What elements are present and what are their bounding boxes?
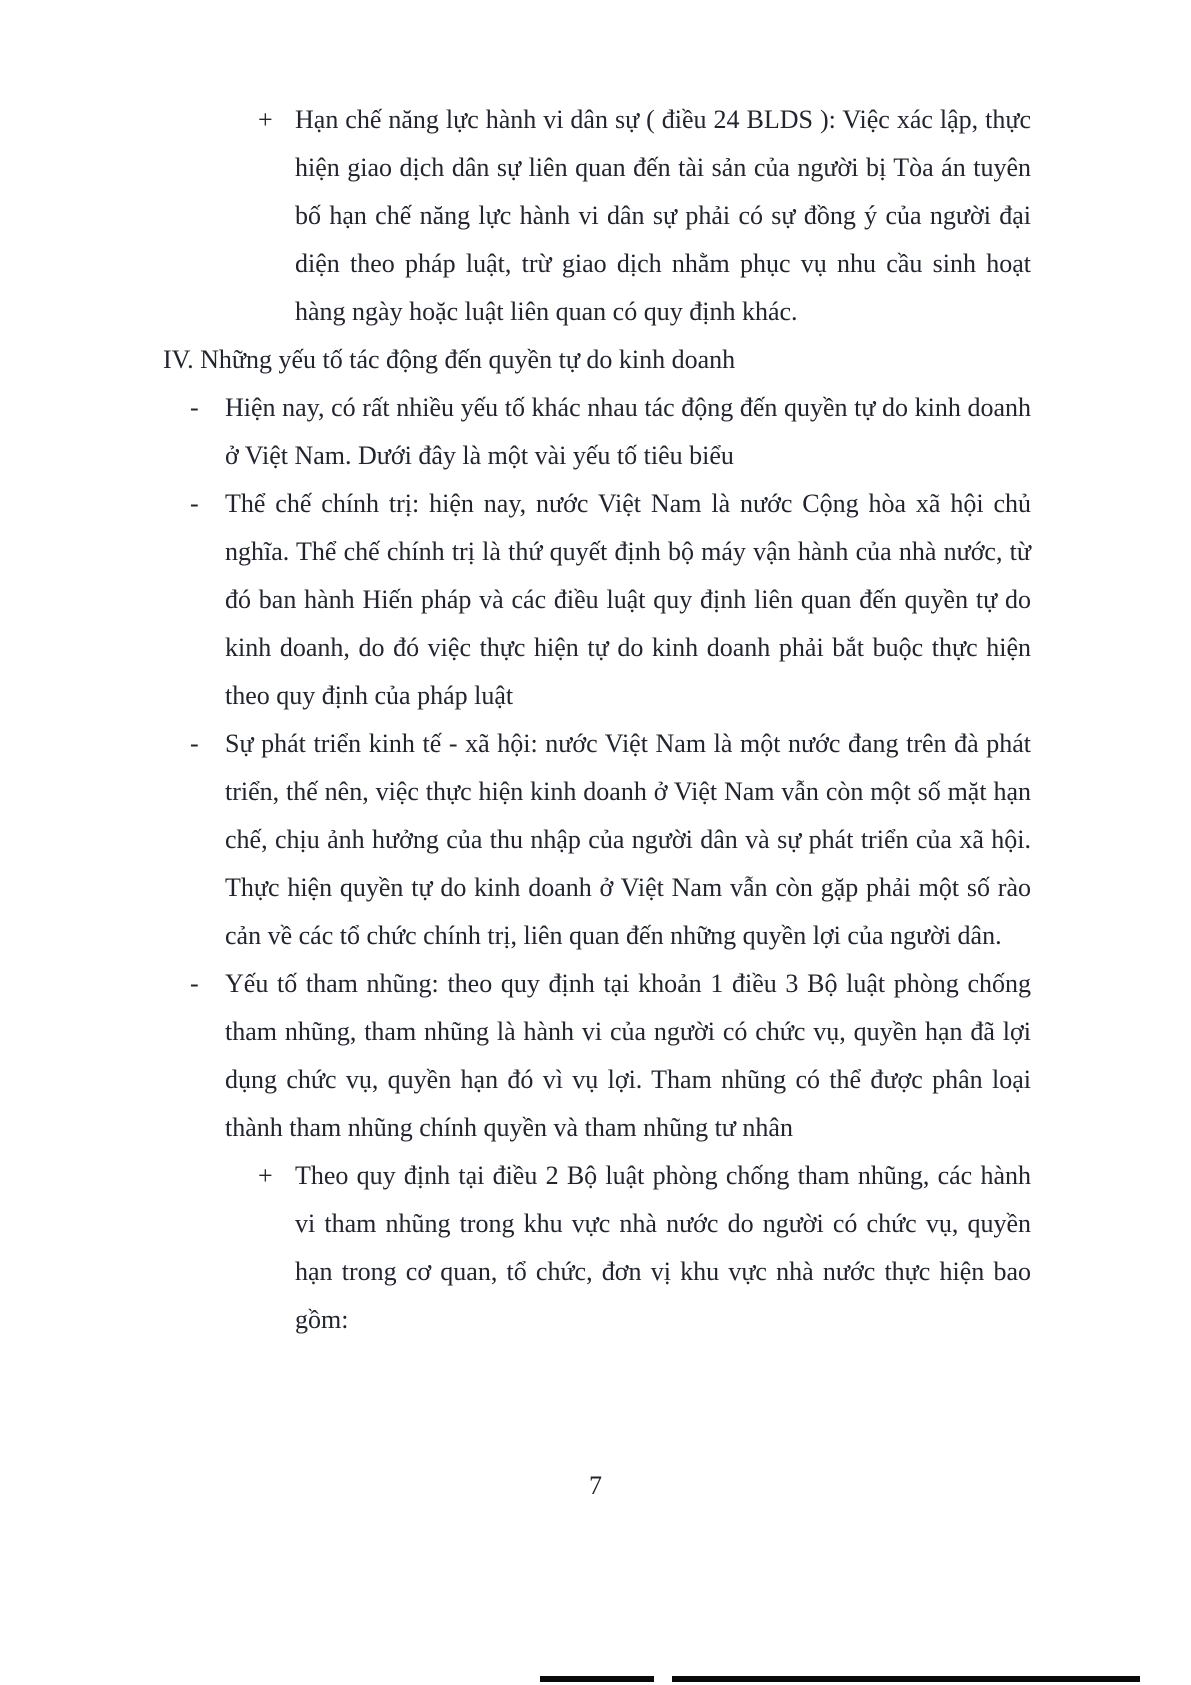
dash-marker: - — [190, 969, 199, 998]
scan-artifact-line — [540, 1676, 1140, 1682]
section-heading-text: IV. Những yếu tố tác động đến quyền tự do kinh doanh — [163, 345, 736, 374]
dash-bullet-item — [163, 720, 1031, 960]
page-content — [163, 96, 1031, 1344]
paragraph-text: Theo quy định tại điều 2 Bộ luật phòng chống tham nhũng, các hành vi tham nhũng trong khu vực nhà nước do người có chức vụ, quyền hạn trong cơ quan, tổ chức, đơn vị khu vực nhà nước thực hiện bao gồm: — [295, 1161, 1031, 1334]
dash-bullet-item — [163, 480, 1031, 720]
paragraph-text: Sự phát triển kinh tế - xã hội: nước Việt Nam là một nước đang trên đà phát triển, thế nên, việc thực hiện kinh doanh ở Việt Nam vẫn còn một số mặt hạn chế, chịu ảnh hưởng của thu nhập của người dân và sự phát triển của xã hội. Thực hiện quyền tự do kinh doanh ở Việt Nam vẫn còn gặp phải một số rào cản về các tổ chức chính trị, liên quan đến những quyền lợi của người dân. — [225, 729, 1031, 950]
dash-marker: - — [190, 489, 199, 518]
paragraph-text: Hạn chế năng lực hành vi dân sự ( điều 24 BLDS ): Việc xác lập, thực hiện giao dịch dân sự liên quan đến tài sản của người bị Tòa án tuyên bố hạn chế năng lực hành vi dân sự phải có sự đồng ý của người đại diện theo pháp luật, trừ giao dịch nhằm phục vụ nhu cầu sinh hoạt hàng ngày hoặc luật liên quan có quy định khác. — [295, 105, 1031, 326]
paragraph-text: Hiện nay, có rất nhiều yếu tố khác nhau tác động đến quyền tự do kinh doanh ở Việt Nam. Dưới đây là một vài yếu tố tiêu biểu — [225, 393, 1031, 470]
dash-marker: - — [190, 729, 199, 758]
dash-bullet-item — [163, 384, 1031, 480]
plus-marker: + — [258, 1161, 273, 1190]
dash-marker: - — [190, 393, 199, 422]
paragraph-text: Yếu tố tham nhũng: theo quy định tại khoản 1 điều 3 Bộ luật phòng chống tham nhũng, tham nhũng là hành vi của người có chức vụ, quyền hạn đã lợi dụng chức vụ, quyền hạn đó vì vụ lợi. Tham nhũng có thể được phân loại thành tham nhũng chính quyền và tham nhũng tư nhân — [225, 969, 1031, 1142]
plus-marker: + — [258, 105, 273, 134]
section-heading — [163, 336, 1031, 384]
plus-bullet-item — [163, 1152, 1031, 1344]
page-number: 7 — [589, 1471, 602, 1500]
paragraph-text: Thể chế chính trị: hiện nay, nước Việt Nam là nước Cộng hòa xã hội chủ nghĩa. Thể chế chính trị là thứ quyết định bộ máy vận hành của nhà nước, từ đó ban hành Hiến pháp và các điều luật quy định liên quan đến quyền tự do kinh doanh, do đó việc thực hiện tự do kinh doanh phải bắt buộc thực hiện theo quy định của pháp luật — [225, 489, 1031, 710]
plus-bullet-item — [163, 96, 1031, 336]
dash-bullet-item — [163, 960, 1031, 1152]
